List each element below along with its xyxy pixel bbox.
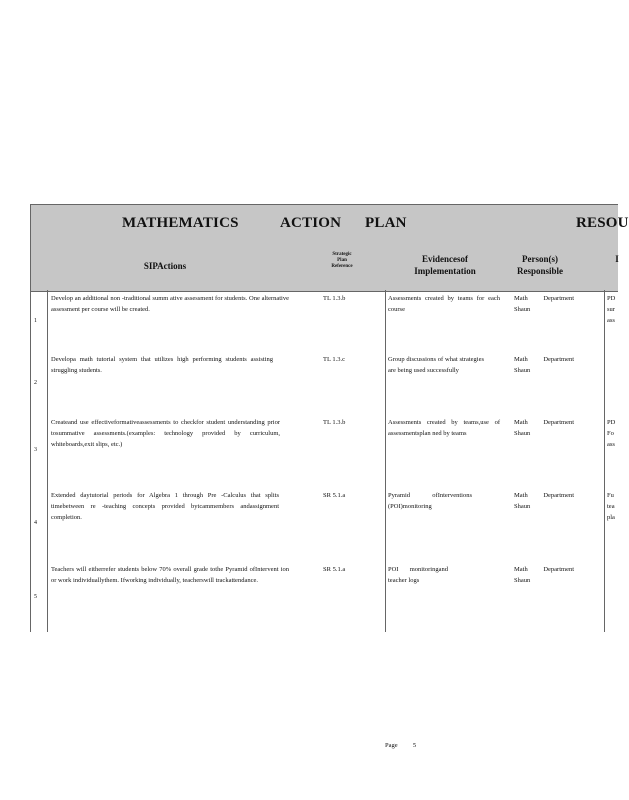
col-next-clipped: I [615,254,619,264]
row-action: Teachers will eitherrefer students below 70% overall grade tothe Pyramid ofIntervent ion or work individuallythem. Ifworking individually, teacherswill trackattendance. [51,566,289,584]
row-evidence: Assessments created by teams,use of assessmentsplan ned by teams [388,419,500,437]
left-border [30,204,31,632]
resource-line: tea [607,503,615,510]
col-strategic-ref-line2: Plan [337,258,347,263]
person-dept: Math Department [514,295,575,302]
resources-col-divider [604,290,605,632]
resource-line: Fu [607,492,614,499]
col-strategic-ref [320,252,364,270]
row-resources [607,293,621,326]
person-dept: Math Department [514,419,575,426]
col-person-line2: Responsible [516,266,563,276]
resource-line: PD [607,295,616,302]
row-person [514,490,584,512]
title-plan: PLAN [365,215,407,231]
title-mathematics: MATHEMATICS [122,215,239,231]
action-plan-table [30,204,629,632]
evidence-col-divider [385,290,386,632]
page-label: Page [385,742,398,749]
row-action: Developa math tutorial system that utilizes high performing students assisting struggling students. [51,356,273,374]
person-name: Shaun [514,430,531,437]
row-evidence: Assessments created by teams for each course [388,295,500,313]
row-evidence: Pyramid ofInterventions (POI)monitoring [388,492,472,510]
person-dept: Math Department [514,356,575,363]
person-dept: Math Department [514,492,575,499]
col-person [505,253,575,277]
person-name: Shaun [514,367,531,374]
row-action: Createand use effectiveformativeassessments to checkfor student understanding prior tosummative assessments.(examples: technology provided by curriculum, whiteboards,exit slips, etc.) [51,419,280,448]
row-person [514,293,584,315]
row-evidence: Group discussions of what strategies are being used successfully [388,356,484,374]
row-reference: TL 1.3.b [323,295,346,302]
col-strategic-ref-line1: Strategic [332,252,352,257]
person-name: Shaun [514,503,531,510]
row-number: 3 [34,447,37,453]
row-resources [607,490,621,523]
row-reference: SR 5.1.a [323,492,346,499]
row-action: Develop an additional non -traditional summ ative assessment for students. One alternative assessment per course will be created. [51,295,289,313]
row-resources [607,417,621,450]
title-resources-clipped: RESOU [576,215,629,231]
row-action: Extended daytutorial periods for Algebra 1 through Pre -Calculus that splits timebetween re -teaching concepts provided bytcammembers andassignment completion. [51,492,279,521]
person-name: Shaun [514,577,531,584]
resource-line: ass [607,317,615,324]
col-sip-actions: SIPActions [143,261,187,271]
row-reference: SR 5.1.a [323,566,346,573]
row-number: 4 [34,520,37,526]
page-footer [385,742,416,749]
col-strategic-ref-line3: Reference [331,264,353,269]
row-number: 5 [34,594,37,600]
person-dept: Math Department [514,566,575,573]
row-reference: TL 1.3.b [323,419,346,426]
person-name: Shaun [514,306,531,313]
page-number: 5 [412,742,417,749]
resource-line: ass [607,441,615,448]
row-number: 2 [34,380,37,386]
row-person [514,417,584,439]
title-action: ACTION [280,215,342,231]
num-col-divider [47,290,48,632]
table-header-band [30,204,629,292]
row-evidence: POI monitoringand teacher logs [388,566,448,584]
row-person [514,564,584,586]
row-reference: TL 1.3.c [323,356,345,363]
resource-line: pla [607,514,615,521]
col-evidence-line1: Evidencesof [422,254,468,264]
col-evidence-line2: Implementation [414,266,476,276]
col-person-line1: Person(s) [522,254,558,264]
resource-line: sur [607,306,615,313]
resource-line: Fo [607,430,614,437]
row-number: 1 [34,318,37,324]
resource-line: PD [607,419,616,426]
row-person [514,354,584,376]
col-evidence [385,253,505,277]
